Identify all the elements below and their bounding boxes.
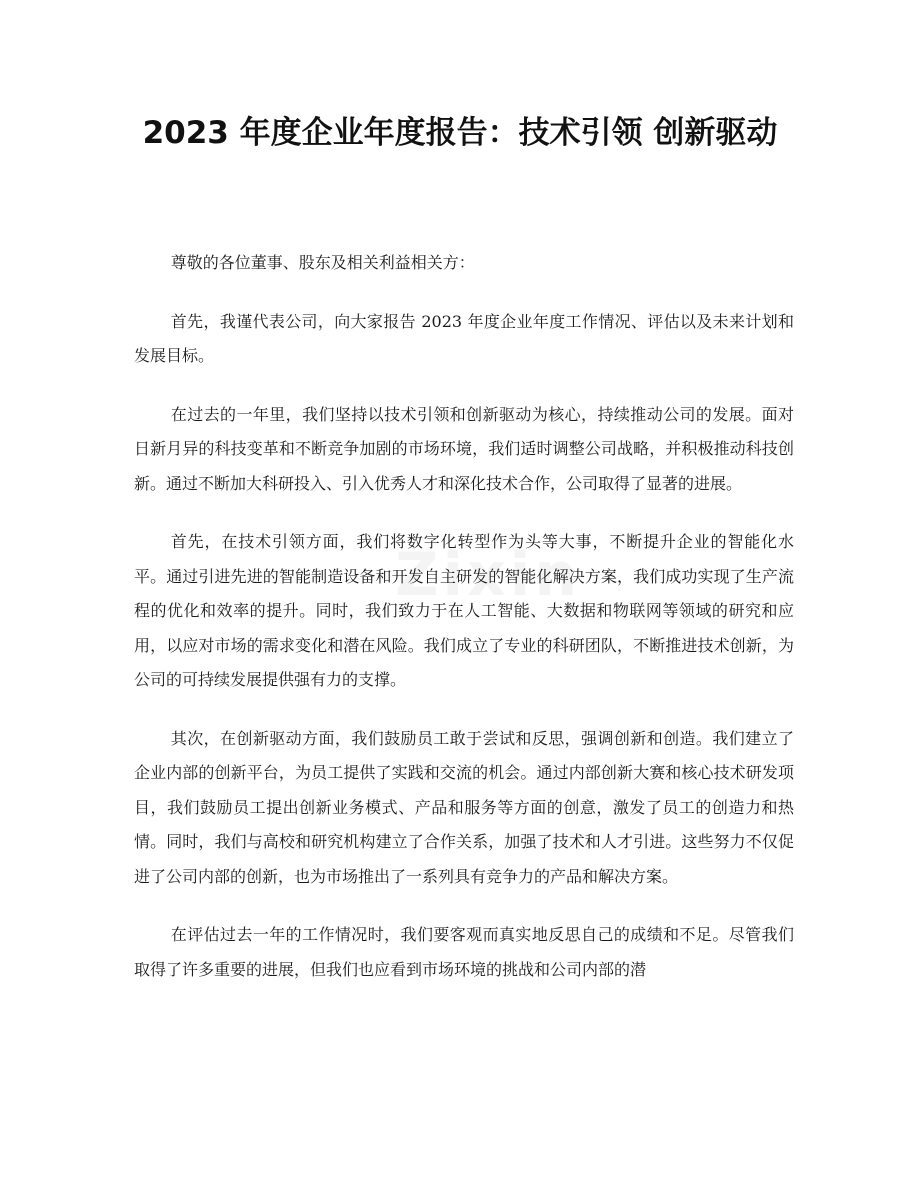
- evaluation-paragraph: 在评估过去一年的工作情况时，我们要客观而真实地反思自己的成绩和不足。尽管我们取得了许多重要的进展，但我们也应看到市场环境的挑战和公司内部的潜: [134, 925, 794, 979]
- document-title: 2023 年度企业年度报告：技术引领 创新驱动: [142, 115, 778, 151]
- overview-paragraph: 在过去的一年里，我们坚持以技术引领和创新驱动为核心，持续推动公司的发展。面对日新月异的科技变革和不断竞争加剧的市场环境，我们适时调整公司战略，并积极推动科技创新。通过不断加大科研投入、引入优秀人才和深化技术合作，公司取得了显著的进展。: [134, 404, 794, 493]
- tech-leadership-paragraph: 首先，在技术引领方面，我们将数字化转型作为头等大事，不断提升企业的智能化水平。通过引进先进的智能制造设备和开发自主研发的智能化解决方案，我们成功实现了生产流程的优化和效率的提升。同时，我们致力于在人工智能、大数据和物联网等领域的研究和应用，以应对市场的需求变化和潜在风险。我们成立了专业的科研团队，不断推进技术创新，为公司的可持续发展提供强有力的支撑。: [134, 532, 794, 689]
- salutation-paragraph: 尊敬的各位董事、股东及相关利益相关方：: [170, 253, 475, 272]
- document-body: [134, 246, 794, 1011]
- watermark-text: Zixin: [395, 540, 582, 610]
- innovation-paragraph: 其次，在创新驱动方面，我们鼓励员工敢于尝试和反思，强调创新和创造。我们建立了企业内部的创新平台，为员工提供了实践和交流的机会。通过内部创新大赛和核心技术研发项目，我们鼓励员工提出创新业务模式、产品和服务等方面的创意，激发了员工的创造力和热情。同时，我们与高校和研究机构建立了合作关系，加强了技术和人才引进。这些努力不仅促进了公司内部的创新，也为市场推出了一系列具有竞争力的产品和解决方案。: [134, 728, 794, 886]
- intro-paragraph: 首先，我谨代表公司，向大家报告 2023 年度企业年度工作情况、评估以及未来计划和发展目标。: [134, 311, 794, 365]
